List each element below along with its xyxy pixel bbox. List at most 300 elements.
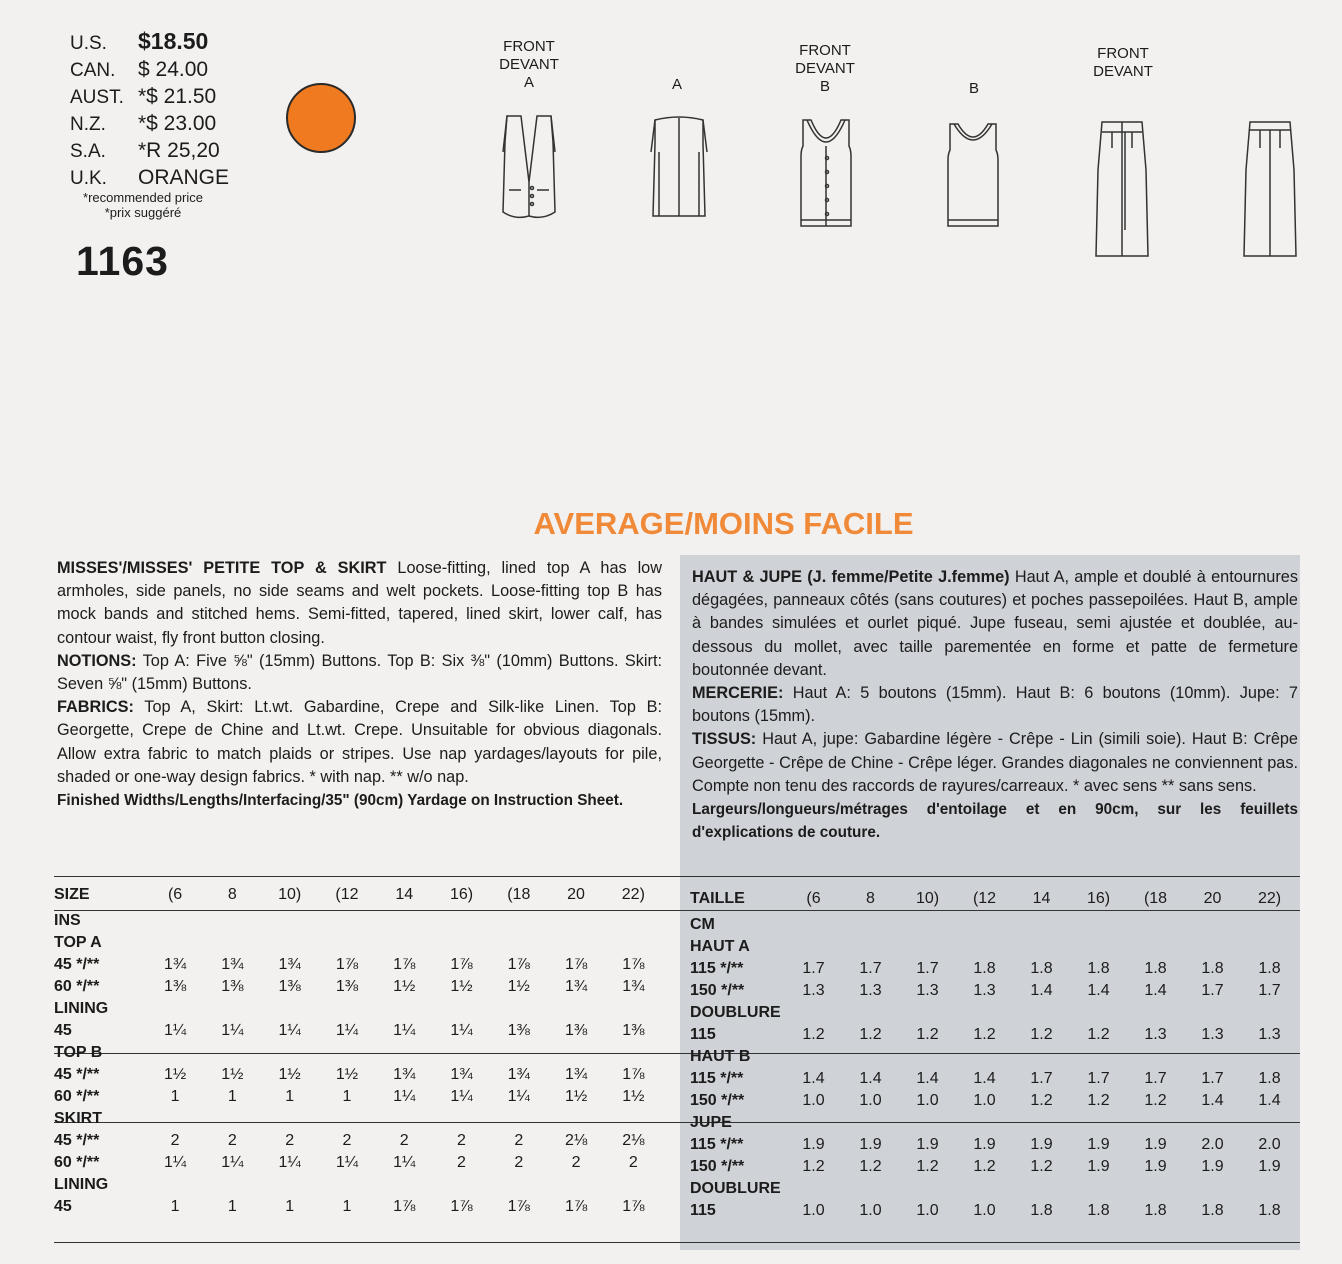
table-cell	[605, 1042, 662, 1064]
mercerie-text: Haut A: 5 boutons (15mm). Haut B: 6 boutons (10mm). Jupe: 7 boutons (15mm).	[692, 684, 1298, 726]
table-cell: 1¼	[278, 1154, 301, 1171]
table-cell	[204, 910, 261, 932]
table-cell: 1.2	[859, 1026, 882, 1043]
row-label: 115 */**	[690, 1070, 744, 1087]
table-cell: 1.9	[1144, 1158, 1167, 1175]
table-cell: 10)	[915, 890, 940, 907]
table-cell: 1.2	[973, 1026, 996, 1043]
table-cell: 1⅞	[507, 1198, 530, 1215]
table-cell	[1184, 1178, 1241, 1200]
row-label: 115	[690, 1202, 716, 1219]
price-note-fr: *prix suggéré	[104, 205, 182, 220]
desc-text: Haut A, ample et doublé à entournures dégagées, panneaux côtés (sans coutures) et poches passepoilées. Haut B, ample à bandes simulées et ourlet piqué. Jupe fuseau, semi ajustée et doublée, au-dessous du mollet, avec taille parementée en forme et patte de fermeture boutonnée devant.	[692, 568, 1298, 679]
price-row-uk	[70, 163, 230, 190]
table-cell: 1.0	[916, 1092, 939, 1109]
table-cell: 1.3	[1144, 1026, 1167, 1043]
table-cell: 1¼	[393, 1022, 416, 1039]
skirt-back-icon	[1240, 120, 1300, 260]
table-cell: 14	[395, 886, 414, 903]
table-cell: 1⅞	[335, 956, 359, 973]
row-label: 150 */**	[690, 1092, 745, 1109]
table-cell	[146, 910, 203, 932]
view-label-b-back: B	[968, 80, 979, 97]
table-cell	[376, 998, 433, 1020]
table-cell: 1¼	[450, 1088, 473, 1105]
table-cell: 1.3	[1201, 1026, 1224, 1043]
table-cell	[318, 998, 375, 1020]
table-cell	[146, 932, 203, 954]
table-cell: 1¼	[221, 1154, 244, 1171]
table-cell: 1.0	[973, 1202, 996, 1219]
table-cell	[842, 914, 899, 936]
table-cell: 1¾	[507, 1066, 530, 1083]
table-row	[54, 1152, 662, 1174]
table-cell	[433, 1042, 490, 1064]
table-cell	[547, 998, 604, 1020]
table-cell: 1.8	[973, 960, 996, 977]
table-cell	[842, 1178, 899, 1200]
table-cell	[376, 1174, 433, 1196]
table-header-row	[690, 884, 1298, 914]
table-cell: 1.3	[916, 982, 939, 999]
table-cell	[899, 1112, 956, 1134]
table-cell: 1.3	[802, 982, 825, 999]
table-cell	[204, 932, 261, 954]
table-cell	[204, 1108, 261, 1130]
table-cell	[1241, 936, 1298, 958]
view-label-a-back: A	[671, 76, 682, 93]
table-cell: 1.8	[1258, 1202, 1281, 1219]
table-cell: 1.9	[916, 1136, 939, 1153]
table-cell	[146, 1174, 203, 1196]
difficulty-heading	[0, 506, 1342, 542]
table-row	[54, 932, 662, 954]
table-cell	[547, 932, 604, 954]
table-cell: 1.9	[802, 1136, 825, 1153]
table-cell: 1⅜	[507, 1022, 530, 1039]
table-cell: 1	[170, 1198, 180, 1215]
row-label: TOP B	[54, 1044, 103, 1061]
table-cell	[490, 932, 547, 954]
table-row	[54, 976, 662, 998]
table-cell: 2	[514, 1154, 524, 1171]
table-row	[54, 1020, 662, 1042]
table-cell	[376, 910, 433, 932]
table-row	[54, 1130, 662, 1152]
table-cell: 1	[342, 1198, 352, 1215]
tissus-head: TISSUS:	[692, 730, 757, 749]
table-cell: 2	[628, 1154, 638, 1171]
table-cell	[1241, 1002, 1298, 1024]
table-cell: 1.2	[1087, 1092, 1110, 1109]
table-cell: 1.4	[973, 1070, 996, 1087]
table-cell	[899, 1178, 956, 1200]
table-row	[690, 980, 1298, 1002]
table-row	[54, 1108, 662, 1130]
price-list	[70, 28, 230, 190]
table-cell: 1.0	[973, 1092, 996, 1109]
table-cell	[1184, 914, 1241, 936]
table-row	[54, 1042, 662, 1064]
table-cell	[146, 1108, 203, 1130]
table-cell	[1127, 1178, 1184, 1200]
table-cell: 1½	[221, 1066, 244, 1083]
table-cell: 2	[227, 1132, 237, 1149]
table-cell	[956, 1112, 1013, 1134]
amount: ORANGE	[138, 166, 230, 189]
table-row	[690, 1156, 1298, 1178]
amount: *$ 21.50	[138, 85, 217, 108]
table-cell	[433, 910, 490, 932]
table-cell	[1013, 1046, 1070, 1068]
table-cell: 1⅞	[564, 956, 588, 973]
table-cell	[1241, 1178, 1298, 1200]
amount: *$ 23.00	[138, 112, 217, 135]
table-cell: 1¾	[450, 1066, 473, 1083]
table-cell: 1¼	[450, 1022, 473, 1039]
table-cell	[490, 910, 547, 932]
pattern-number: 1163	[76, 238, 169, 284]
table-cell: 1.2	[1144, 1092, 1167, 1109]
table-cell: 2	[571, 1154, 581, 1171]
table-cell: 2	[285, 1132, 295, 1149]
table-cell	[899, 1046, 956, 1068]
table-cell: 2⅛	[622, 1132, 645, 1149]
amount: $ 24.00	[138, 58, 209, 81]
table-row	[690, 1134, 1298, 1156]
table-cell	[547, 1108, 604, 1130]
view-label-b-front: FRONT DEVANT B	[795, 42, 855, 95]
table-cell: 16)	[449, 886, 474, 903]
country: U.S.	[70, 33, 107, 54]
desc-head: MISSES'/MISSES' PETITE TOP & SKIRT	[57, 559, 387, 577]
table-cell	[490, 1108, 547, 1130]
table-cell	[1184, 1002, 1241, 1024]
table-cell	[1070, 936, 1127, 958]
table-cell: 1¼	[278, 1022, 301, 1039]
table-cell: 1.4	[916, 1070, 939, 1087]
table-rule-top	[54, 876, 1300, 877]
table-row	[690, 936, 1298, 958]
table-cell	[1013, 914, 1070, 936]
table-cell: 1⅞	[450, 956, 473, 973]
amount: $18.50	[138, 28, 209, 54]
table-cell: 1¼	[163, 1022, 187, 1039]
description-fr	[692, 566, 1298, 844]
table-cell	[956, 914, 1013, 936]
table-cell: 1.2	[802, 1158, 825, 1175]
description-en	[57, 557, 662, 812]
table-cell: 2	[399, 1132, 409, 1149]
table-cell	[261, 998, 318, 1020]
table-cell: 1.8	[1144, 1202, 1167, 1219]
table-cell	[1184, 936, 1241, 958]
table-cell: 1.8	[1201, 960, 1224, 977]
table-cell: 1.2	[859, 1158, 882, 1175]
table-cell	[490, 998, 547, 1020]
row-label: 115 */**	[690, 1136, 744, 1153]
row-label: 45	[54, 1198, 72, 1215]
table-cell: 1.8	[1030, 1202, 1053, 1219]
table-cell: 1.0	[859, 1202, 882, 1219]
table-cell: 1¾	[393, 1066, 416, 1083]
table-cell: 2	[457, 1132, 466, 1149]
table-cell	[1127, 914, 1184, 936]
table-cell	[204, 1042, 261, 1064]
price-note-en: *recommended price	[83, 190, 203, 205]
table-cell	[1070, 1112, 1127, 1134]
table-row	[690, 1024, 1298, 1046]
row-label: LINING	[54, 1176, 109, 1193]
table-cell	[605, 998, 662, 1020]
table-cell: 1.9	[973, 1136, 996, 1153]
table-cell: 1.9	[1201, 1158, 1224, 1175]
table-cell: (18	[507, 886, 531, 903]
row-label: LINING	[54, 1000, 109, 1017]
price-row-us	[70, 28, 230, 55]
table-cell	[261, 1174, 318, 1196]
table-row	[690, 1046, 1298, 1068]
table-cell: 1.2	[916, 1026, 939, 1043]
table-cell: 1¼	[507, 1088, 530, 1105]
table-cell: 1½	[278, 1066, 301, 1083]
table-cell: 1¼	[335, 1154, 359, 1171]
table-cell	[146, 998, 203, 1020]
table-cell	[1013, 936, 1070, 958]
table-row	[54, 1086, 662, 1108]
table-cell	[376, 1108, 433, 1130]
table-cell: 1.4	[1087, 982, 1110, 999]
table-cell	[318, 932, 375, 954]
table-cell: 2⅛	[564, 1132, 588, 1149]
table-cell	[433, 932, 490, 954]
row-label: 45 */**	[54, 956, 100, 973]
table-cell: 1¼	[393, 1088, 416, 1105]
table-cell: 1⅜	[564, 1022, 588, 1039]
amount: *R 25,20	[138, 139, 220, 162]
row-label: HAUT B	[690, 1048, 751, 1065]
table-cell: 2.0	[1201, 1136, 1224, 1153]
table-cell	[1241, 1046, 1298, 1068]
table-row	[54, 910, 662, 932]
table-cell	[605, 932, 662, 954]
table-cell	[204, 1174, 261, 1196]
table-cell: 1.9	[1087, 1158, 1110, 1175]
table-cell: 16)	[1086, 890, 1111, 907]
table-cell	[956, 936, 1013, 958]
table-cell: 1.3	[973, 982, 996, 999]
table-cell	[547, 1042, 604, 1064]
row-label: SKIRT	[54, 1110, 102, 1127]
table-cell: 1	[285, 1088, 295, 1105]
country: AUST.	[70, 87, 124, 108]
table-cell: 1⅜	[221, 978, 244, 995]
table-cell	[490, 1042, 547, 1064]
table-cell: 20	[567, 886, 585, 903]
table-cell: 1.4	[802, 1070, 825, 1087]
table-cell	[318, 1108, 375, 1130]
table-cell: 1.4	[859, 1070, 882, 1087]
table-cell: 1.8	[1087, 1202, 1110, 1219]
table-row	[54, 998, 662, 1020]
table-cell	[433, 1174, 490, 1196]
table-cell: 1½	[507, 978, 530, 995]
notions-head: NOTIONS:	[57, 651, 137, 670]
table-cell: 2.0	[1258, 1136, 1281, 1153]
table-rule-bottom	[54, 1242, 1300, 1243]
table-cell	[842, 936, 899, 958]
table-cell	[1241, 914, 1298, 936]
table-cell	[1070, 1002, 1127, 1024]
table-cell: 1.2	[1030, 1092, 1053, 1109]
row-label: TOP A	[54, 934, 102, 951]
table-cell: 1⅞	[622, 1066, 645, 1083]
table-cell: 1.8	[1030, 960, 1053, 977]
table-cell	[842, 1002, 899, 1024]
table-cell	[899, 914, 956, 936]
table-cell: 1.3	[859, 982, 882, 999]
table-cell: 1.2	[973, 1158, 996, 1175]
largeurs-note: Largeurs/longueurs/métrages d'entoilage et en 90cm, sur les feuillets d'explications de couture.	[692, 801, 1298, 842]
table-cell: 1⅜	[335, 978, 359, 995]
table-row	[690, 1090, 1298, 1112]
table-cell	[204, 998, 261, 1020]
vest-front-icon	[495, 112, 563, 224]
row-label: 115	[690, 1026, 716, 1043]
country: S.A.	[70, 141, 106, 162]
table-row	[690, 1002, 1298, 1024]
table-cell: 1½	[163, 1066, 187, 1083]
table-cell	[261, 932, 318, 954]
table-cell: 1.0	[802, 1092, 825, 1109]
table-row	[690, 1068, 1298, 1090]
top-b-back-icon	[944, 120, 1002, 230]
table-cell	[490, 1174, 547, 1196]
fabrics-text: Top A, Skirt: Lt.wt. Gabardine, Crepe and Silk-like Linen. Top B: Georgette, Crepe de Chine and Lt.wt. Crepe. Unsuitable for obvious diagonals. Allow extra fabric to match plaids or stripes. Use nap yardages/layouts for pile, shaded or one-way design fabrics. * with nap. ** w/o nap.	[57, 698, 662, 786]
table-cell: 1.7	[1030, 1070, 1053, 1087]
table-row	[54, 1064, 662, 1086]
table-cell: 1.9	[1030, 1136, 1053, 1153]
table-cell: 2	[170, 1132, 180, 1149]
table-cell	[1127, 1002, 1184, 1024]
table-cell: (12	[335, 886, 359, 903]
table-row	[54, 1196, 662, 1218]
table-cell: 1⅞	[393, 1198, 416, 1215]
row-label: 60 */**	[54, 978, 100, 995]
view-label-a-front: FRONT DEVANT A	[499, 38, 559, 91]
vest-back-icon	[645, 112, 713, 224]
table-cell: 1.7	[859, 960, 882, 977]
table-cell: 1.4	[1201, 1092, 1224, 1109]
row-label: 115 */**	[690, 960, 744, 977]
table-cell: 14	[1032, 890, 1051, 907]
table-cell: 1.8	[1087, 960, 1110, 977]
mercerie-head: MERCERIE:	[692, 684, 784, 703]
table-row	[690, 1112, 1298, 1134]
table-cell	[318, 910, 375, 932]
table-cell	[956, 1046, 1013, 1068]
price-row-can	[70, 55, 230, 82]
table-cell: 1.7	[1087, 1070, 1110, 1087]
table-cell: 1½	[393, 978, 416, 995]
price-row-sa	[70, 136, 230, 163]
table-cell	[1241, 1112, 1298, 1134]
row-label: 45 */**	[54, 1132, 100, 1149]
table-cell: 1.9	[1258, 1158, 1281, 1175]
row-label: 45	[54, 1022, 72, 1039]
table-cell: 1.8	[1258, 960, 1281, 977]
orange-dot-icon	[286, 83, 356, 153]
price-row-nz	[70, 109, 230, 136]
table-cell: 1¾	[622, 978, 645, 995]
table-cell: 8	[866, 890, 875, 907]
table-cell: 1.2	[916, 1158, 939, 1175]
row-label: TAILLE	[690, 890, 745, 907]
table-cell: 1	[170, 1088, 180, 1105]
table-cell: 1¼	[163, 1154, 187, 1171]
table-row	[690, 1178, 1298, 1200]
table-cell: 1.2	[802, 1026, 825, 1043]
table-cell: 1⅞	[564, 1198, 588, 1215]
table-cell	[1013, 1112, 1070, 1134]
table-cell	[785, 1002, 842, 1024]
table-cell: 1.4	[1258, 1092, 1281, 1109]
table-row	[690, 914, 1298, 936]
table-cell: (6	[806, 890, 821, 907]
table-cell: 1.7	[1201, 1070, 1224, 1087]
row-label: HAUT A	[690, 938, 750, 955]
table-cell	[785, 914, 842, 936]
table-cell: 1¾	[564, 1066, 588, 1083]
table-cell: 1.2	[1030, 1158, 1053, 1175]
table-cell: 1.3	[1258, 1026, 1281, 1043]
table-cell: 1.8	[1258, 1070, 1281, 1087]
row-label: DOUBLURE	[690, 1004, 781, 1021]
table-cell: 1.7	[1144, 1070, 1167, 1087]
table-cell	[547, 910, 604, 932]
table-cell: 1.7	[1258, 982, 1281, 999]
skirt-front-icon	[1092, 120, 1152, 260]
table-cell	[1127, 1112, 1184, 1134]
table-cell	[318, 1174, 375, 1196]
top-b-front-icon	[797, 116, 855, 230]
table-cell	[547, 1174, 604, 1196]
table-cell	[605, 910, 662, 932]
table-cell: 1¾	[163, 956, 187, 973]
table-cell: 1¾	[221, 956, 244, 973]
table-cell	[785, 936, 842, 958]
table-cell: 10)	[278, 886, 302, 903]
table-row	[54, 954, 662, 976]
table-cell: 1⅜	[163, 978, 187, 995]
row-label: SIZE	[54, 886, 90, 903]
table-cell: 20	[1203, 890, 1222, 907]
row-label: 60 */**	[54, 1088, 100, 1105]
fabrics-head: FABRICS:	[57, 698, 134, 717]
table-cell: 1.7	[1201, 982, 1224, 999]
table-cell: 1.8	[1201, 1202, 1224, 1219]
table-cell	[1127, 936, 1184, 958]
table-row	[690, 1200, 1298, 1222]
desc-head: HAUT & JUPE (J. femme/Petite J.femme)	[692, 568, 1010, 586]
table-cell	[1013, 1002, 1070, 1024]
table-cell: 1¼	[221, 1022, 244, 1039]
price-note	[64, 190, 222, 220]
table-cell: (12	[972, 890, 997, 907]
table-cell	[261, 1042, 318, 1064]
table-cell	[956, 1178, 1013, 1200]
table-cell	[1127, 1046, 1184, 1068]
